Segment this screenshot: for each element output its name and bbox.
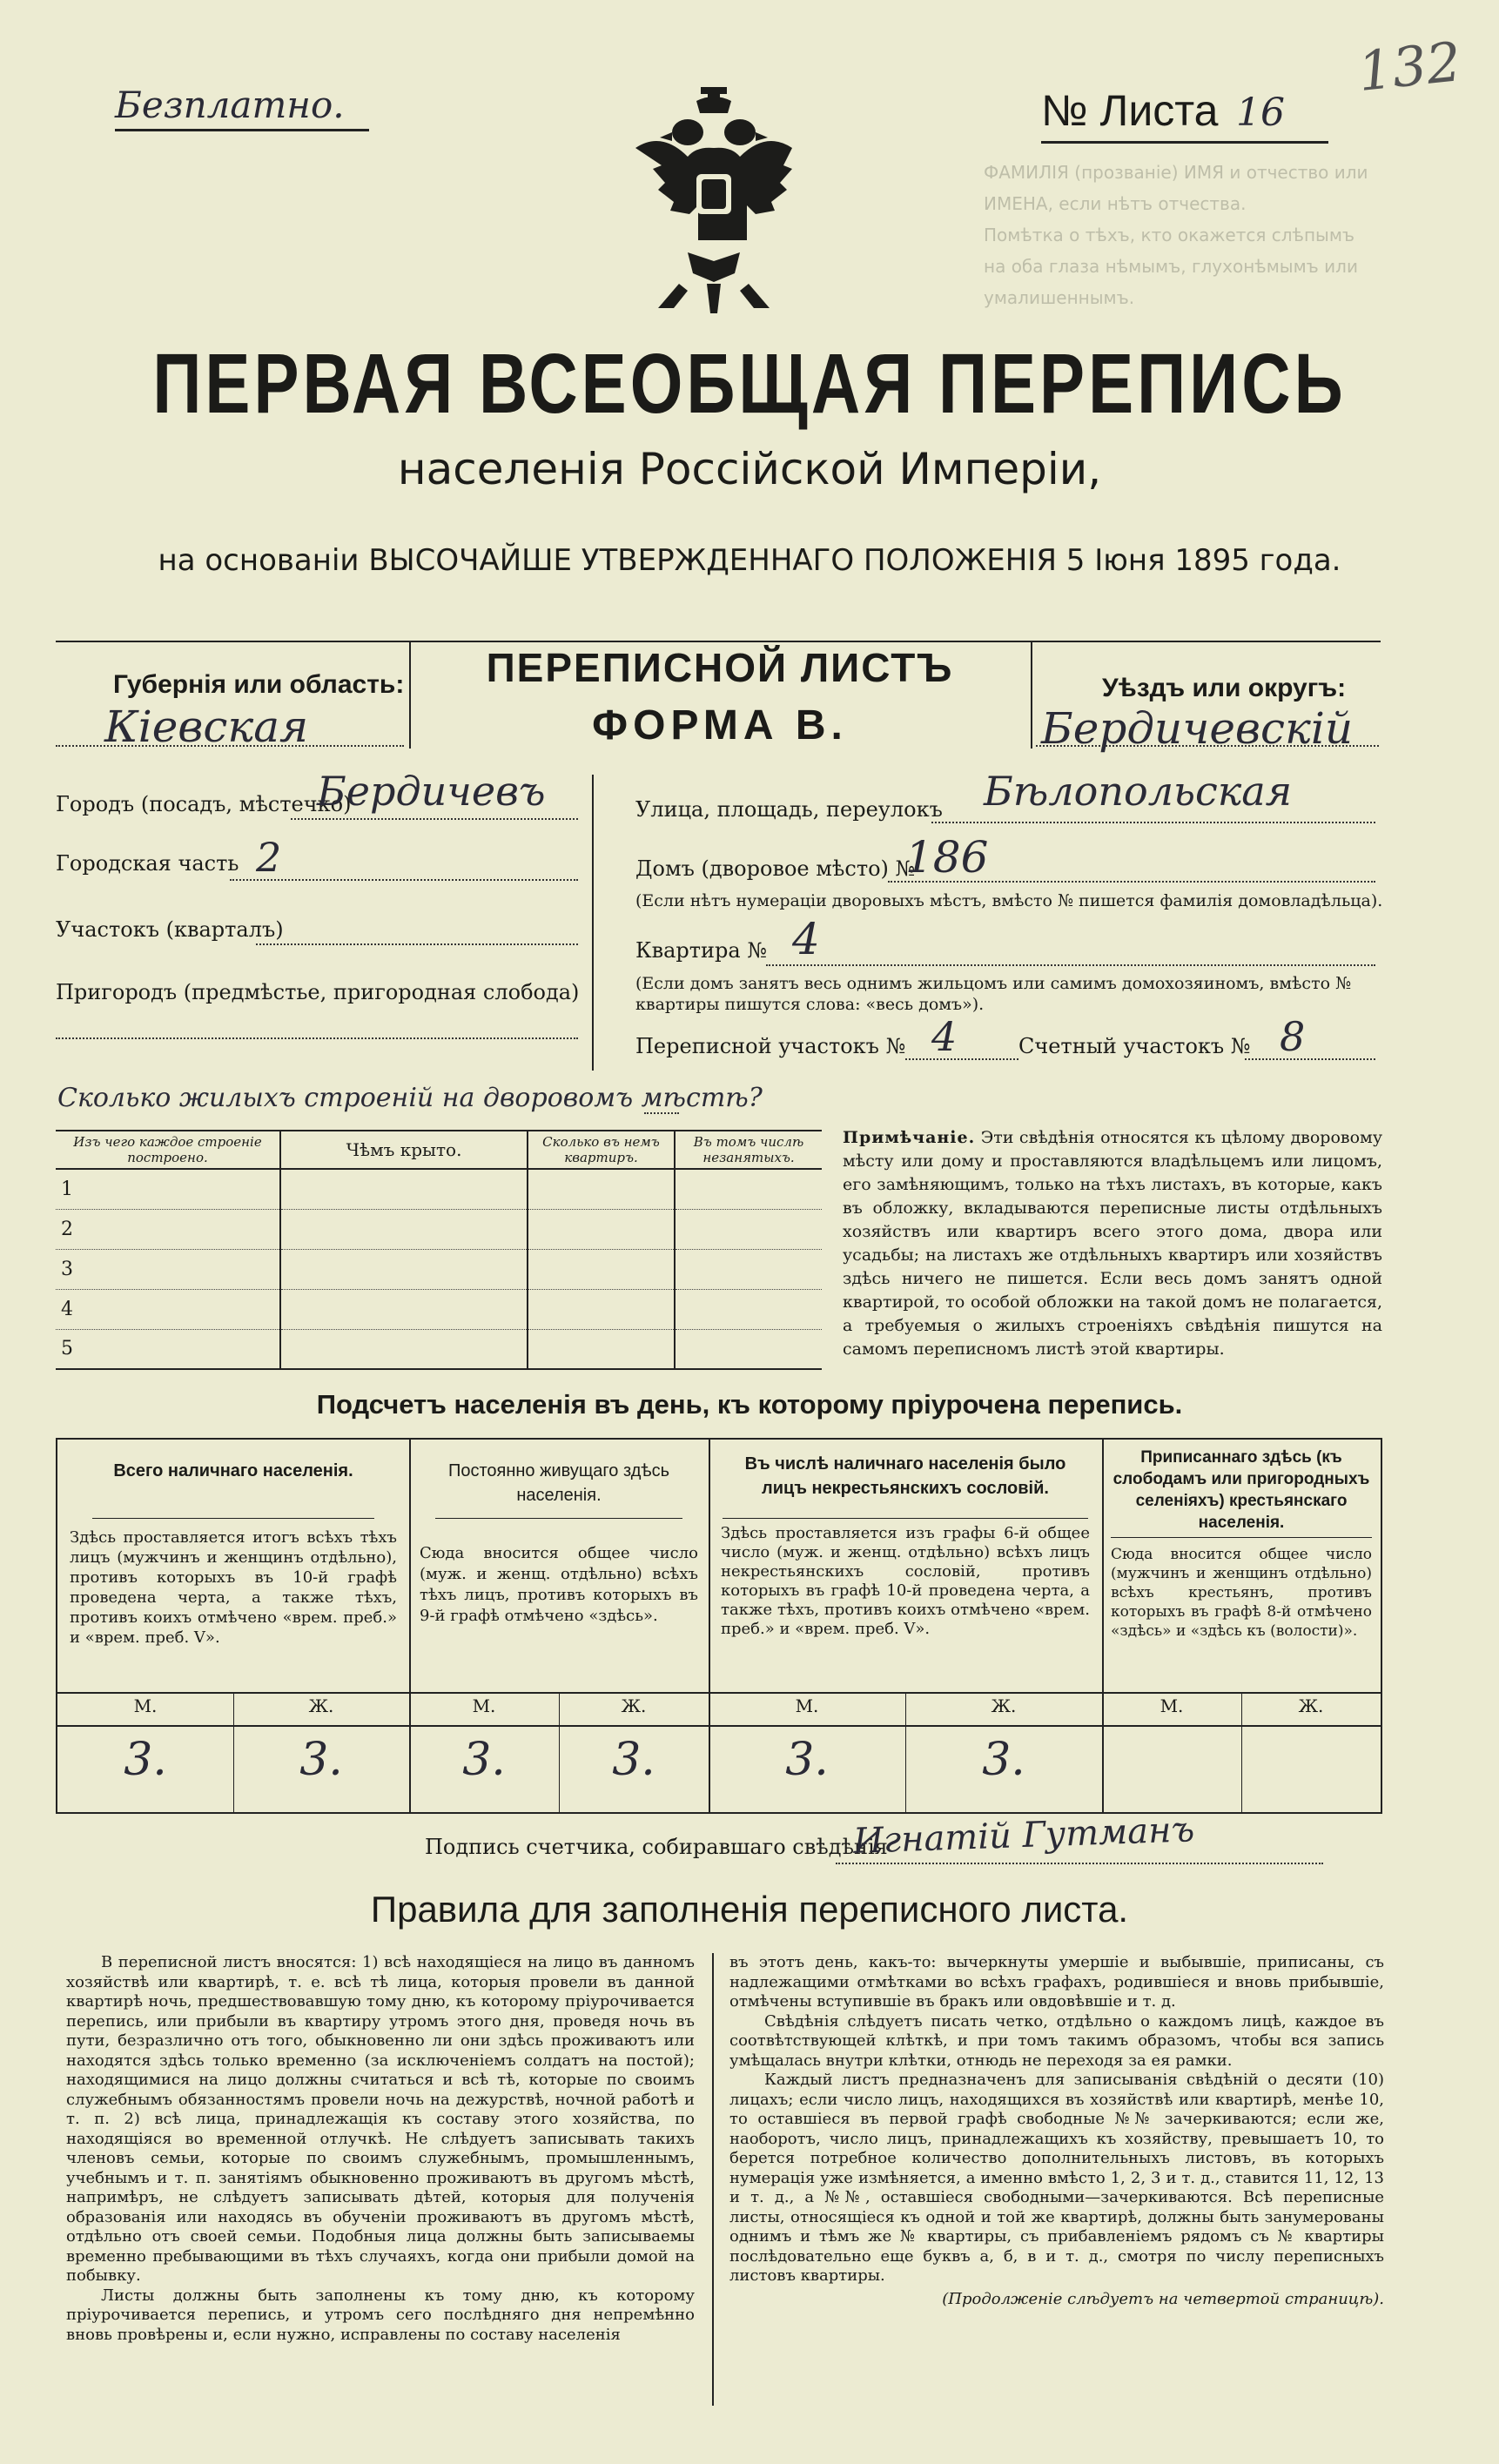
column-head: Въ числѣ наличнаго населенія было лицъ некрестьянскихъ сословій. (723, 1452, 1088, 1519)
row-number: 2 (56, 1209, 280, 1249)
count-column-permanent (409, 1440, 709, 1627)
bleed-through-text: ФАМИЛІЯ (прозваніе) ИМЯ и отчество или ИМЕНА, если нѣтъ отчества. Помѣтка о тѣхъ, кто окажется слѣпымъ на оба глаза нѣмымъ, глухонѣмымъ или умалишеннымъ. (984, 162, 1368, 308)
count-column-peasant (1102, 1440, 1381, 1641)
table-row (56, 1289, 822, 1329)
rules-paragraph: Свѣдѣнія слѣдуетъ писать четко, отдѣльно о каждомъ лицѣ, каждое въ соотвѣтствующей клѣткѣ, и при томъ такимъ образомъ, чтобы вся запись умѣщалась внутри клѣтки, отнюдь не переходя за ея рамки. (729, 2011, 1384, 2070)
table-row (56, 1209, 822, 1249)
city-label: Городъ (посадъ, мѣстечко) (56, 792, 352, 816)
census-area-line (905, 1058, 1018, 1060)
row-number: 1 (56, 1169, 280, 1209)
buildings-note (843, 1126, 1382, 1361)
note-text: Эти свѣдѣнія относятся къ цѣлому дворовому мѣсту или дому и проставляются владѣльцемъ или лицомъ, его замѣняющимъ, только на тѣхъ листахъ, въ которые, какъ въ обложку, вкладываются переписные листы отдѣльныхъ хозяйствъ или квартиръ всего этого дома, двора или усадьбы; на листахъ же отдѣльныхъ квартиръ или хозяйствъ здѣсь ничего не пишется. Если весь домъ занятъ одной квартирой, то особой обложки на такой домъ не полагается, а требуемыя о жилыхъ строеніяхъ свѣдѣнія пишутся на самомъ переписномъ листѣ этой квартиры. (843, 1128, 1383, 1359)
rules-paragraph: Каждый листъ предназначенъ для записыванія свѣдѣній о десяти (10) лицахъ; если число лицъ, находящихся въ хозяйствѣ или квартирѣ, менѣе 10, то оставшіеся въ первой графѣ свободные №№ зачеркиваются; если же, наоборотъ, число лицъ, принадлежащихъ къ хозяйству, превышаетъ 10, то берется потребное количество дополнительныхъ листовъ, въ которыхъ нумерація уже измѣняется, а именно вмѣсто 1, 2, 3 и т. д., ставится 11, 12, 13 и т. д., а №№, оставшіеся свободными—зачеркиваются. Всѣ переписные листы, относящіеся къ одной и той же квартирѣ, должны быть занумерованы однимъ и тѣмъ же № квартиры, съ прибавленіемъ рядомъ съ № квартиры послѣдовательно еще буквъ а, б, в и т. д., смотря по числу переписныхъ листовъ квартиры. (729, 2071, 1384, 2285)
row-number: 3 (56, 1249, 280, 1289)
male-label: М. (1160, 1695, 1184, 1716)
city-part-label: Городская часть (56, 851, 239, 876)
male-label: М. (133, 1695, 158, 1716)
city-line (291, 818, 578, 820)
rules-continued: (Продолженіе слѣдуетъ на четвертой страницѣ). (942, 2289, 1384, 2308)
house-label: Домъ (дворовое мѣсто) № (635, 856, 916, 881)
buildings-col-roof: Чѣмъ крыто. (280, 1131, 528, 1169)
address-divider (592, 775, 594, 1071)
census-area-value: 4 (931, 1013, 958, 1060)
column-head: Приписаннаго здѣсь (къ слободамъ или пригородныхъ селеніяхъ) крестьянскаго населенія. (1111, 1447, 1372, 1538)
table-row (56, 1249, 822, 1289)
corner-archive-number: 132 (1354, 30, 1464, 104)
imperial-eagle-emblem (627, 78, 801, 322)
apartment-note: (Если домъ занятъ весь однимъ жильцомъ или самимъ домохозяиномъ, вмѣсто № квартиры пишутся слова: «весь домъ»). (635, 974, 1352, 1014)
buildings-col-vacant: Въ томъ числѣ незанятыхъ. (675, 1131, 822, 1169)
buildings-question: Сколько жилыхъ строеній на дворовомъ мѣстѣ? (57, 1083, 763, 1113)
street-value: Бѣлопольская (984, 768, 1293, 815)
rules-left-column (66, 1953, 695, 2345)
uezd-value: Бердичевскій (1041, 703, 1354, 754)
count-table (56, 1438, 1382, 1814)
gubernia-value: Кіевская (104, 702, 309, 752)
subtitle: населенія Россійской Имперіи, (397, 444, 1102, 494)
census-area-label: Переписной участокъ № (635, 1034, 906, 1058)
house-line (888, 881, 1375, 883)
row-number: 5 (56, 1329, 280, 1369)
sheet-number-underline (1041, 141, 1328, 144)
table-row (56, 1169, 822, 1209)
form-header-right-divider (1031, 641, 1032, 749)
note-heading: Примѣчаніе. (843, 1128, 976, 1147)
form-name: ПЕРЕПИСНОЙ ЛИСТЪ (486, 645, 954, 690)
city-part-value: 2 (256, 834, 282, 881)
rules-right-column (729, 1953, 1384, 2309)
column-desc: Здѣсь проставляется изъ графы 6-й общее число (муж. и женщ. отдѣльно) всѣхъ лицъ некрестьянскихъ сословій, противъ которыхъ въ графѣ 10-й проведена черта, а также тѣхъ, противъ коихъ отмѣчено «врем. преб.» и «врем. преб. V». (721, 1524, 1090, 1638)
count-value: 3. (124, 1734, 167, 1786)
form-header-top-rule (56, 641, 1381, 642)
count-area-value: 8 (1280, 1013, 1306, 1060)
free-underline (115, 129, 369, 131)
female-label: Ж. (991, 1695, 1017, 1716)
form-type: ФОРМА В. (592, 702, 848, 749)
female-label: Ж. (308, 1695, 334, 1716)
house-note: (Если нѣтъ нумераціи дворовыхъ мѣстъ, вмѣсто № пишется фамилія домовладѣльца). (635, 891, 1383, 910)
buildings-table (56, 1130, 822, 1370)
rules-title: Правила для заполненія переписного листа. (370, 1889, 1129, 1930)
rules-paragraph: В переписной листъ вносятся: 1) всѣ находящіеся на лицо въ данномъ хозяйствѣ или квартирѣ, т. е. всѣ тѣ лица, которыя провели въ данной квартирѣ ночь, предшествовавшую тому дню, къ которому пріурочивается перепись, или прибыли въ квартиру утромъ этого дня, проведя ночь въ пути, безразлично отъ того, обыкновенно ли они здѣсь проживаютъ или находятся здѣсь только временно (за исключеніемъ солдатъ на постой); находящимися на лицо должны считаться и всѣ тѣ, которые по своимъ служебнымъ обязанностямъ провели ночь на дежурствѣ, ночной работѣ и т. п. 2) всѣ лица, принадлежащія къ составу этого хозяйства, по находящіяся во временной отлучкѣ. Не слѣдуетъ записывать такихъ членовъ семьи, которые по своимъ служебнымъ, промышленнымъ, учебнымъ и т. п. занятіямъ обыкновенно проживаютъ въ другомъ мѣстѣ, напримѣръ, не слѣдуетъ записывать дѣтей, которыя для полученія образованія или находясь въ обученіи проживаютъ въ другомъ мѣстѣ, отдѣльно отъ своей семьи. Подобныя лица должны быть записываемы временно пребывающими въ тѣхъ случаяхъ, когда они прибыли домой на побывку. (66, 1953, 695, 2285)
count-column-total (57, 1440, 409, 1648)
count-value: 3. (462, 1734, 506, 1786)
column-desc: Сюда вносится общее число (муж. и женщ. отдѣльно) всѣхъ тѣхъ лицъ, противъ которыхъ въ 9-й графѣ отмѣчено «здѣсь». (420, 1544, 698, 1625)
count-value: 3. (299, 1734, 343, 1786)
house-value: 186 (905, 832, 989, 883)
signature: Игнатій Гутманъ (852, 1809, 1195, 1862)
rules-paragraph: въ этотъ день, какъ-то: вычеркнуты умершіе и выбывшіе, приписаны, съ надлежащими отмѣтками во всѣхъ графахъ, родившіеся и вновь прибывшіе, отмѣчены вступившіе въ бракъ или овдовѣвшіе и т. д. (729, 1953, 1384, 2011)
suburb-label: Пригородъ (предмѣстье, пригородная слобода) (56, 980, 580, 1004)
district-line (256, 943, 578, 945)
male-label: М. (795, 1695, 819, 1716)
signature-line (836, 1863, 1323, 1864)
street-line (931, 822, 1375, 823)
buildings-question-line (644, 1112, 679, 1114)
main-title: ПЕРВАЯ ВСЕОБЩАЯ ПЕРЕПИСЬ (152, 335, 1347, 432)
count-value: 3. (785, 1734, 829, 1786)
sheet-number-label: № Листа (1041, 86, 1219, 135)
uezd-label: Уѣздъ или округъ: (1102, 674, 1347, 702)
gubernia-line (56, 745, 404, 747)
count-value: 3. (612, 1734, 655, 1786)
uezd-line (1036, 745, 1379, 747)
signature-label: Подпись счетчика, собиравшаго свѣдѣнія (425, 1835, 888, 1859)
count-area-line (1245, 1058, 1375, 1060)
street-label: Улица, площадь, переулокъ (635, 797, 943, 822)
rules-paragraph: Листы должны быть заполнены къ тому дню, къ которому пріурочивается перепись, и утромъ сего послѣдняго дня непремѣнно вновь провѣрены и, если нужно, исправлены по составу населенія (66, 2286, 695, 2344)
female-label: Ж. (1298, 1695, 1324, 1716)
buildings-col-material: Изъ чего каждое строеніе построено. (56, 1131, 280, 1169)
table-row (56, 1329, 822, 1369)
column-desc: Сюда вносится общее число (мужчинъ и женщинъ отдѣльно) всѣхъ крестьянъ, противъ которыхъ въ графѣ 8-й отмѣчено «здѣсь» и «здѣсь къ (волости)». (1111, 1546, 1372, 1640)
city-part-line (230, 879, 578, 881)
sheet-number-value: 16 (1236, 91, 1285, 135)
suburb-line (56, 1037, 578, 1039)
column-head: Постоянно живущаго здѣсь населенія. (435, 1459, 682, 1519)
buildings-col-apartments: Сколько въ немъ квартиръ. (528, 1131, 675, 1169)
apartment-line (766, 964, 1375, 966)
column-head: Всего наличнаго населенія. (92, 1459, 374, 1519)
legal-basis: на основаніи ВЫСОЧАЙШЕ УТВЕРЖДЕННАГО ПОЛОЖЕНІЯ 5 Іюня 1895 года. (158, 543, 1341, 578)
count-area-label: Счетный участокъ № (1018, 1034, 1251, 1058)
column-desc: Здѣсь проставляется итогъ всѣхъ тѣхъ лицъ (мужчинъ и женщинъ отдѣльно), противъ которыхъ въ 10-й графѣ проведена черта, а также тѣхъ, противъ коихъ отмѣчено «врем. преб.» и «врем. преб. V». (70, 1528, 397, 1647)
city-value: Бердичевъ (317, 768, 546, 815)
gubernia-label: Губернія или область: (113, 670, 405, 699)
apartment-value: 4 (792, 914, 820, 964)
female-label: Ж. (621, 1695, 647, 1716)
district-label: Участокъ (кварталъ) (56, 917, 284, 942)
count-column-non-peasant (709, 1440, 1102, 1639)
rules-divider (712, 1953, 714, 2406)
count-value: 3. (982, 1734, 1025, 1786)
row-number: 4 (56, 1289, 280, 1329)
apartment-label: Квартира № (635, 938, 768, 963)
count-title: Подсчетъ населенія въ день, къ которому пріурочена перепись. (316, 1389, 1183, 1420)
free-label: Безплатно. (115, 84, 345, 126)
male-label: М. (472, 1695, 496, 1716)
